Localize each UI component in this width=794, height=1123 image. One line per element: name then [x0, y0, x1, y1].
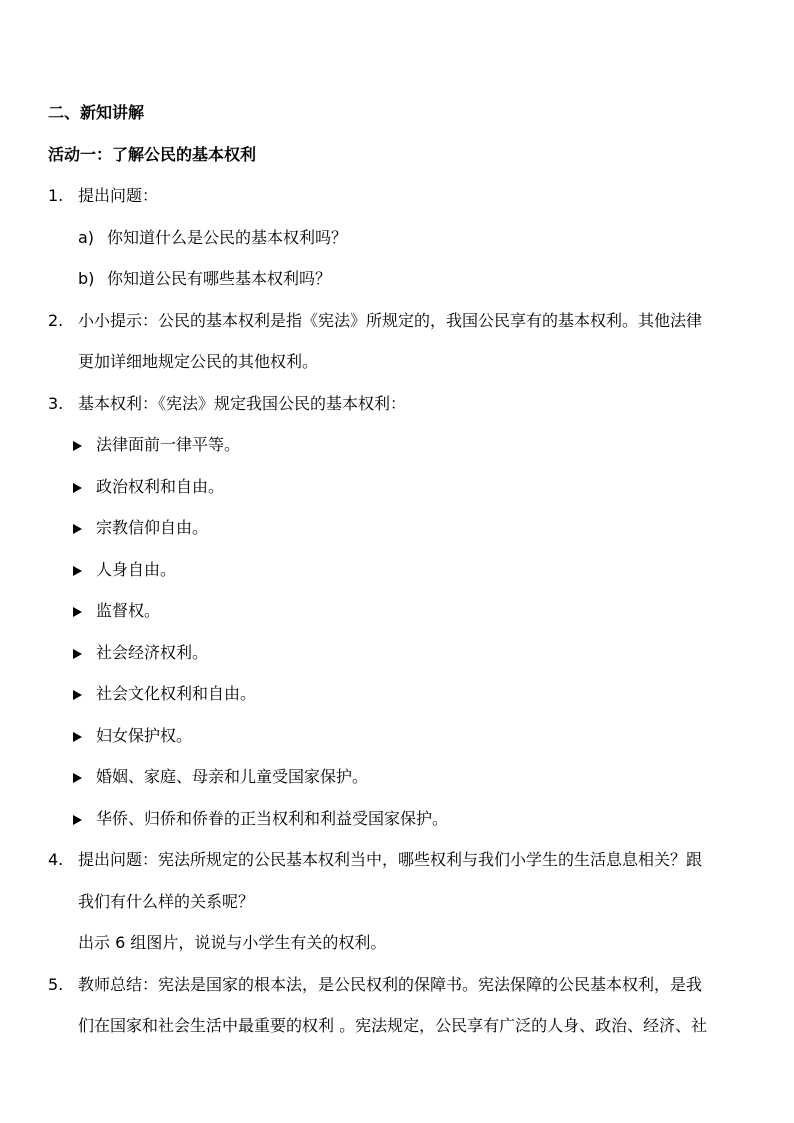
bullet-item: 华侨、归侨和侨眷的正当权利和利益受国家保护。 — [96, 809, 449, 828]
arrow-bullet-icon — [73, 607, 82, 617]
arrow-bullet-icon — [73, 483, 82, 493]
bullet-item: 妇女保护权。 — [96, 726, 193, 745]
item-1-text: 提出问题： — [78, 186, 159, 205]
item-3-number: 3. — [48, 394, 64, 413]
arrow-bullet-icon — [73, 732, 82, 742]
bullet-item: 监督权。 — [96, 601, 161, 620]
item-1a-label: a) — [78, 228, 95, 247]
bullet-item: 政治权利和自由。 — [96, 477, 225, 496]
item-5-number: 5. — [48, 975, 64, 994]
item-2-line-2: 更加详细地规定公民的其他权利。 — [78, 352, 319, 371]
item-1b-text: 你知道公民有哪些基本权利吗？ — [107, 269, 332, 288]
section-heading: 二、新知讲解 — [48, 103, 145, 122]
bullet-item: 法律面前一律平等。 — [96, 435, 241, 454]
arrow-bullet-icon — [73, 690, 82, 700]
bullet-item: 人身自由。 — [96, 560, 177, 579]
item-1b-label: b) — [78, 269, 95, 288]
arrow-bullet-icon — [73, 566, 82, 576]
bullet-item: 社会经济权利。 — [96, 643, 209, 662]
arrow-bullet-icon — [73, 524, 82, 534]
arrow-bullet-icon — [73, 649, 82, 659]
bullet-item: 宗教信仰自由。 — [96, 518, 209, 537]
arrow-bullet-icon — [73, 815, 82, 825]
item-4-line-2: 我们有什么样的关系呢？ — [78, 892, 255, 911]
item-2-number: 2. — [48, 311, 64, 330]
item-1a-text: 你知道什么是公民的基本权利吗？ — [107, 228, 348, 247]
item-4-line-1: 提出问题：宪法所规定的公民基本权利当中，哪些权利与我们小学生的生活息息相关？跟 — [78, 850, 703, 869]
item-5-line-1: 教师总结：宪法是国家的根本法，是公民权利的保障书。宪法保障的公民基本权利，是我 — [78, 975, 703, 994]
bullet-item: 社会文化权利和自由。 — [96, 684, 257, 703]
item-4-line-3: 出示 6 组图片，说说与小学生有关的权利。 — [78, 933, 387, 952]
activity-heading: 活动一：了解公民的基本权利 — [48, 145, 257, 164]
arrow-bullet-icon — [73, 441, 82, 451]
item-2-line-1: 小小提示：公民的基本权利是指《宪法》所规定的，我国公民享有的基本权利。其他法律 — [78, 311, 703, 330]
arrow-bullet-icon — [73, 773, 82, 783]
bullet-item: 婚姻、家庭、母亲和儿童受国家保护。 — [96, 767, 369, 786]
item-5-line-2: 们在国家和社会生活中最重要的权利 。宪法规定，公民享有广泛的人身、政治、经济、社 — [78, 1016, 708, 1035]
item-3-text: 基本权利：《宪法》规定我国公民的基本权利： — [78, 394, 407, 413]
item-4-number: 4. — [48, 850, 64, 869]
item-1-number: 1. — [48, 186, 64, 205]
